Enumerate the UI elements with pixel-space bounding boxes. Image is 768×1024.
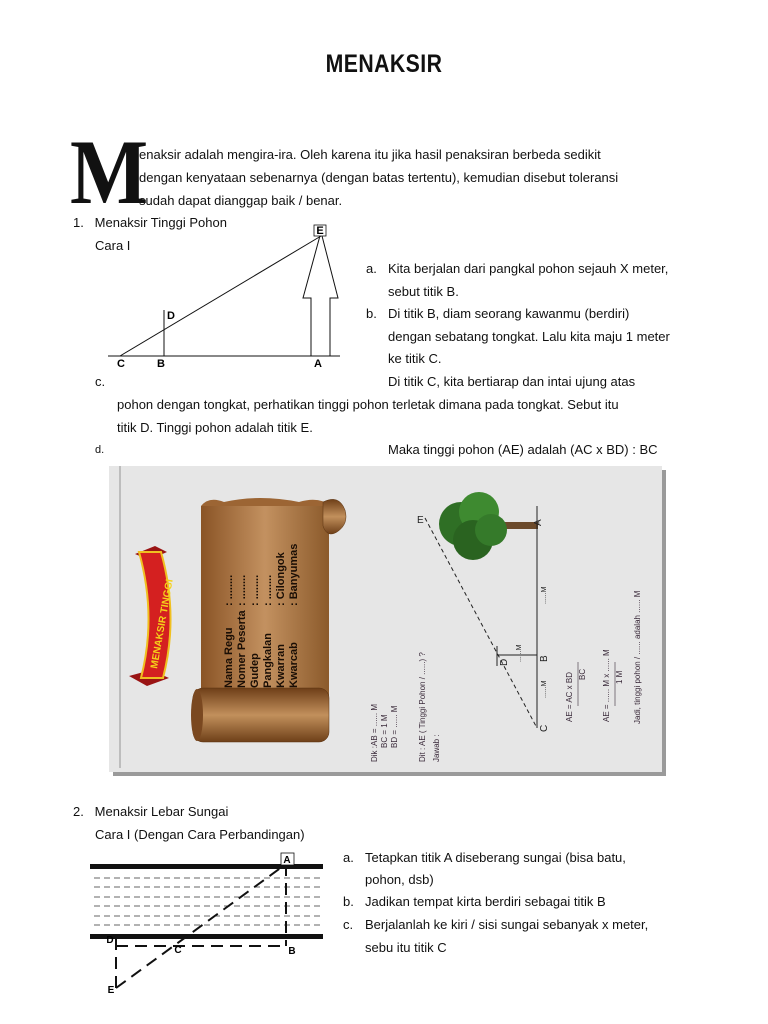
known-ab: Dik :AB = ...... M xyxy=(370,703,379,762)
formula-2-den: 1 M xyxy=(615,670,624,684)
river-step-a-mark: a. xyxy=(343,850,354,865)
step-a-mark: a. xyxy=(366,261,377,276)
tree-height-diagram xyxy=(108,222,348,372)
river-step-b-line-1: Jadikan tempat kirta berdiri sebagai titik B xyxy=(365,894,606,909)
intro-line-3: sudah dapat dianggap baik / benar. xyxy=(139,193,343,208)
step-b-mark: b. xyxy=(366,306,377,321)
step-c-line-1: Di titik C, kita bertiarap dan intai ujung atas xyxy=(388,374,636,389)
scroll-graphic xyxy=(191,498,346,742)
intro-line-1: enaksir adalah mengira-ira. Oleh karena itu jika hasil penaksiran berbeda sedikit xyxy=(139,147,601,162)
section-1-method: Cara I xyxy=(95,238,131,253)
label-a: A xyxy=(314,358,322,370)
form-value-pangkalan: : ........ xyxy=(262,574,274,606)
ribbon-graphic xyxy=(129,546,176,686)
form-label-pangkalan: Pangkalan xyxy=(262,632,274,688)
answer-label: Jawab : xyxy=(432,734,441,762)
intro-line-2: dengan kenyataan sebenarnya (dengan batas tertentu), kemudian disebut toleransi xyxy=(139,170,619,185)
fig-measure-3: ......M xyxy=(541,680,548,698)
form-label-gudep: Gudep xyxy=(249,653,261,688)
step-c-line-2: pohon dengan tongkat, perhatikan tinggi pohon terletak dimana pada tongkat. Sebut itu xyxy=(117,397,619,412)
river-step-c-line-1: Berjalanlah ke kiri / sisi sungai sebanyak x meter, xyxy=(365,917,649,932)
fig-label-c: C xyxy=(539,724,550,732)
river-label-c: C xyxy=(174,945,182,956)
tree-graphic xyxy=(439,492,538,560)
step-a-line-2: sebut titik B. xyxy=(388,284,459,299)
form-label-nomer-peserta: Nomer Peserta xyxy=(236,610,248,688)
known-bd: BD = ...... M xyxy=(390,705,399,748)
label-e: E xyxy=(316,225,324,237)
form-value-kwarran: : Cilongok xyxy=(275,552,287,606)
river-label-e: E xyxy=(107,985,115,996)
step-a-line-1: Kita berjalan dari pangkal pohon sejauh X meter, xyxy=(388,261,669,276)
form-label-nama-regu: Nama Regu xyxy=(223,627,235,688)
form-value-nama-regu: : ........ xyxy=(223,574,235,606)
form-value-nomer-peserta: : ........ xyxy=(236,574,248,606)
formula-1-den: BC xyxy=(578,668,587,680)
label-d: D xyxy=(167,310,175,322)
label-b: B xyxy=(157,358,165,370)
worksheet-graphic xyxy=(109,466,662,772)
river-label-a: A xyxy=(283,855,291,866)
fig-measure-1: ......M xyxy=(541,586,548,604)
step-b-line-2: dengan sebatang tongkat. Lalu kita maju 1 meter xyxy=(388,329,670,344)
conclusion: Jadi, tinggi pohon / ...... adalah ...... M xyxy=(633,590,642,724)
fig-label-d: D xyxy=(499,658,510,666)
form-value-gudep: : ........ xyxy=(249,574,261,606)
river-width-diagram xyxy=(86,850,331,996)
asked-text: Dit : AE ( Tinggi Pohon / ......) ? xyxy=(418,652,427,762)
formula-2: AE = ...... M x ...... M xyxy=(602,649,611,722)
form-value-kwarcab: : Banyumas xyxy=(288,543,300,606)
step-c-mark: c. xyxy=(95,374,106,389)
step-c-line-3: titik D. Tinggi pohon adalah titik E. xyxy=(117,420,313,435)
fig-label-a: A xyxy=(533,519,544,526)
form-label-kwarran: Kwarran xyxy=(275,643,287,688)
form-label-kwarcab: Kwarcab xyxy=(288,642,300,688)
fig-measure-2: ......M xyxy=(516,644,523,662)
river-label-d: D xyxy=(106,935,114,946)
formula-1: AE = AC x BD xyxy=(565,671,574,722)
section-2-method: Cara I (Dengan Cara Perbandingan) xyxy=(95,827,305,842)
step-d-mark: d. xyxy=(95,444,105,456)
step-b-line-3: ke titik C. xyxy=(388,351,442,366)
fig-label-e: E xyxy=(417,515,424,526)
label-c: C xyxy=(117,358,125,370)
section-1-heading: 1. Menaksir Tinggi Pohon xyxy=(73,215,227,230)
river-step-a-line-1: Tetapkan titik A diseberang sungai (bisa batu, xyxy=(365,850,626,865)
known-bc: BC = 1 M xyxy=(380,714,389,748)
river-step-c-mark: c. xyxy=(343,917,354,932)
river-step-c-line-2: sebu itu titik C xyxy=(365,940,447,955)
river-step-b-mark: b. xyxy=(343,894,354,909)
fig-label-b: B xyxy=(539,655,550,662)
section-2-heading: 2. Menaksir Lebar Sungai xyxy=(73,804,229,819)
river-step-a-line-2: pohon, dsb) xyxy=(365,872,434,887)
page-title: MENAKSIR xyxy=(325,50,443,78)
step-d-line-1: Maka tinggi pohon (AE) adalah (AC x BD) : BC xyxy=(388,442,658,457)
ribbon-text: MENAKSIR TINGGI xyxy=(149,578,176,670)
drop-cap: M xyxy=(70,121,149,223)
step-b-line-1: Di titik B, diam seorang kawanmu (berdiri) xyxy=(388,306,630,321)
river-label-b: B xyxy=(288,946,296,957)
